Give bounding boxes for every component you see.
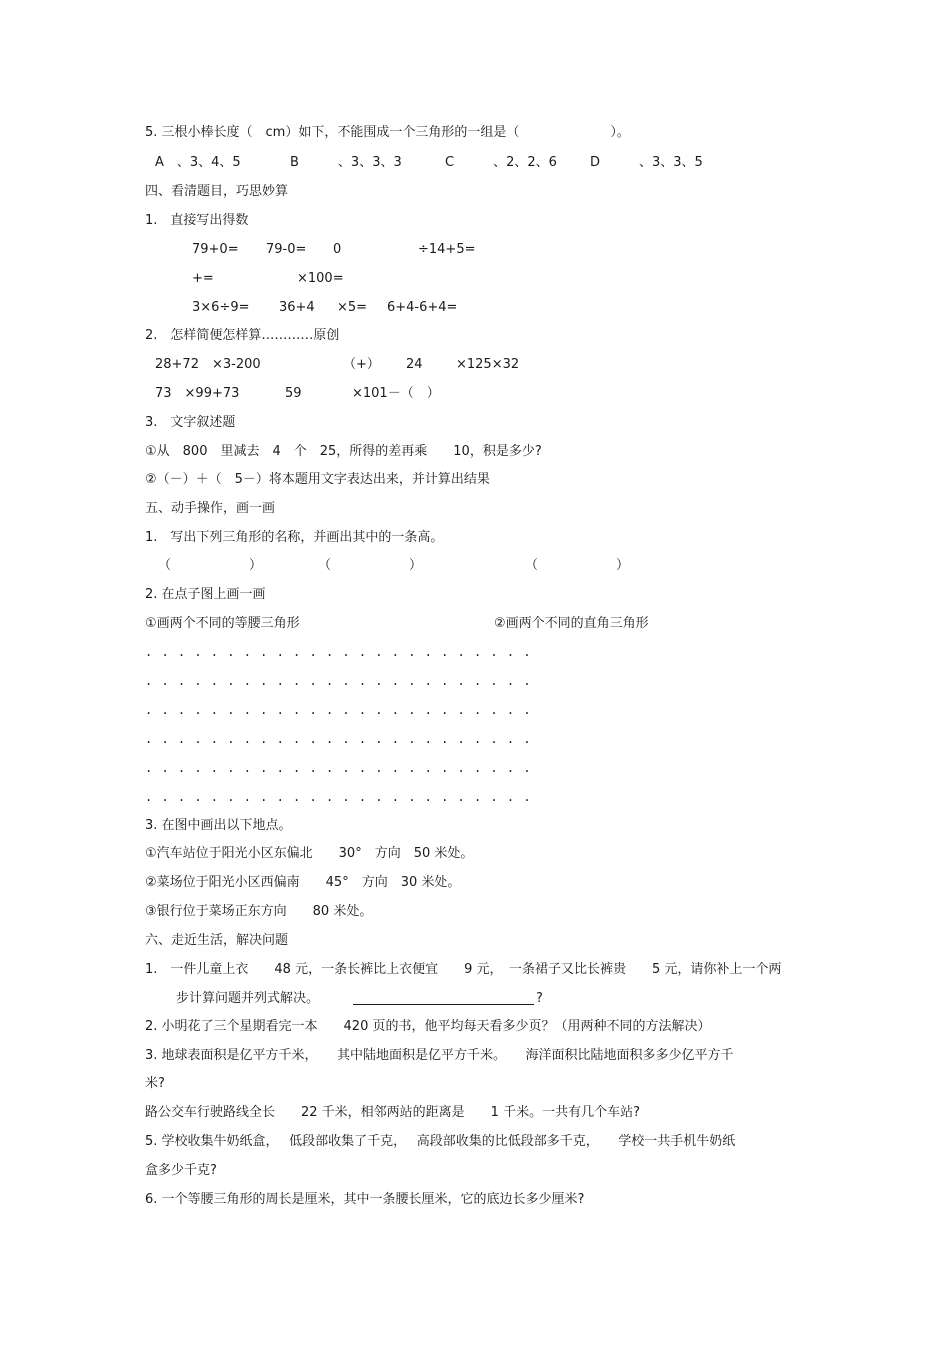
simplify-1-2: （+） [343, 357, 380, 372]
sec5-q3b: ②菜场位于阳光小区西偏南 45° 方向 30 米处。 [145, 875, 461, 890]
calc-1-4: ÷14+5= [418, 242, 476, 257]
problem-1-line-2: 步计算问题并列式解决。 [176, 991, 320, 1006]
q5-text: 5. 三根小棒长度（ cm）如下，不能围成一个三角形的一组是（ ）。 [145, 125, 630, 140]
dot-grid-row: . . . . . . . . . . . . . . . . . . . . . . . . [145, 790, 532, 804]
section-6-heading: 六、走近生活，解决问题 [145, 933, 289, 948]
q5-option-c: C 、2、2、6 [445, 155, 557, 170]
q5-option-b: B 、3、3、3 [290, 155, 402, 170]
answer-blank[interactable] [353, 990, 534, 1005]
calc-3-4: 6+4-6+4= [387, 300, 458, 315]
simplify-2-3: ×101－（ ） [352, 386, 440, 401]
dot-grid-row: . . . . . . . . . . . . . . . . . . . . . . . . [145, 761, 532, 775]
calc-3-2: 36+4 [279, 300, 315, 315]
triangle-name-paren-1: （ ） [158, 558, 263, 573]
dot-grid-row: . . . . . . . . . . . . . . . . . . . . . . . . [145, 674, 532, 688]
problem-3-line-1: 3. 地球表面积是亿平方千米， 其中陆地面积是亿平方千米。 海洋面积比陆地面积多多少亿平方千 [145, 1048, 734, 1063]
problem-6: 6. 一个等腰三角形的周长是厘米，其中一条腰长厘米，它的底边长多少厘米? [145, 1192, 585, 1207]
problem-5-line-2: 盒多少千克? [145, 1163, 217, 1178]
sec5-q2a: ①画两个不同的等腰三角形 [145, 616, 300, 631]
sec5-q3: 3. 在图中画出以下地点。 [145, 818, 292, 833]
sec5-q3c: ③银行位于菜场正东方向 80 米处。 [145, 904, 373, 919]
calc-1-2: 79-0= [266, 242, 307, 257]
sec4-q3-title: 3. 文字叙述题 [145, 415, 236, 430]
problem-5-line-1: 5. 学校收集牛奶纸盒， 低段部收集了千克， 高段部收集的比低段部多千克， 学校一共手机牛奶纸 [145, 1134, 736, 1149]
section-4-heading: 四、看清题目，巧思妙算 [145, 184, 289, 199]
section-5-heading: 五、动手操作，画一画 [145, 501, 276, 516]
problem-4: 路公交车行驶路线全长 22 千米，相邻两站的距离是 1 千米。一共有几个车站? [145, 1105, 640, 1120]
sec5-q1: 1. 写出下列三角形的名称，并画出其中的一条高。 [145, 530, 444, 545]
calc-3-1: 3×6÷9= [192, 300, 250, 315]
triangle-name-paren-2: （ ） [318, 558, 423, 573]
calc-2-1: += [192, 271, 214, 286]
simplify-1-4: ×125×32 [456, 357, 520, 372]
triangle-name-paren-3: （ ） [525, 558, 630, 573]
simplify-1-3: 24 [406, 357, 423, 372]
sec5-q3a: ①汽车站位于阳光小区东偏北 30° 方向 50 米处。 [145, 846, 474, 861]
word-problem-2: ②（－）＋（ 5－）将本题用文字表达出来，并计算出结果 [145, 472, 490, 487]
sec5-q2b: ②画两个不同的直角三角形 [494, 616, 649, 631]
sec4-q1-title: 1. 直接写出得数 [145, 213, 249, 228]
word-problem-1: ①从 800 里减去 4 个 25，所得的差再乘 10，积是多少? [145, 444, 542, 459]
answer-question-mark: ? [536, 991, 543, 1006]
sec5-q2: 2. 在点子图上画一画 [145, 587, 266, 602]
simplify-2-2: 59 [285, 386, 302, 401]
calc-2-2: ×100= [297, 271, 344, 286]
dot-grid-row: . . . . . . . . . . . . . . . . . . . . . . . . [145, 732, 532, 746]
problem-2: 2. 小明花了三个星期看完一本 420 页的书，他平均每天看多少页？（用两种不同的方法解决） [145, 1019, 711, 1034]
calc-3-3: ×5= [337, 300, 368, 315]
dot-grid-row: . . . . . . . . . . . . . . . . . . . . . . . . [145, 645, 532, 659]
dot-grid-row: . . . . . . . . . . . . . . . . . . . . . . . . [145, 703, 532, 717]
problem-1-line-1: 1. 一件儿童上衣 48 元，一条长裤比上衣便宜 9 元， 一条裙子又比长裤贵 5 元，请你补上一个两 [145, 962, 782, 977]
simplify-1-1: 28+72 ×3-200 [155, 357, 261, 372]
sec4-q2-title: 2. 怎样简便怎样算…………原创 [145, 328, 340, 343]
q5-option-d: D 、3、3、5 [590, 155, 703, 170]
q5-option-a: A 、3、4、5 [155, 155, 241, 170]
calc-1-1: 79+0= [192, 242, 239, 257]
calc-1-3: 0 [333, 242, 342, 257]
problem-3-line-2: 米? [145, 1076, 165, 1091]
simplify-2-1: 73 ×99+73 [155, 386, 240, 401]
